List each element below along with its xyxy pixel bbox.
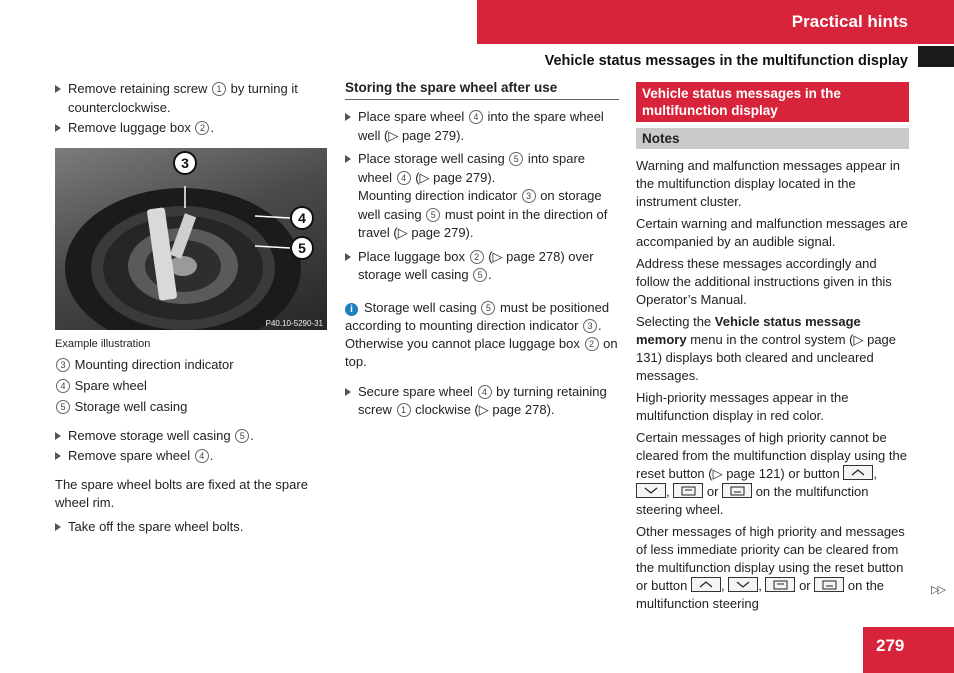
down-button-icon — [728, 577, 758, 592]
info-note: i Storage well casing 5 must be positioned according to mounting direction indicator 3 . Otherwise you cannot place luggage box 2 on top. — [345, 299, 618, 369]
continue-arrows-icon: ▷▷ — [931, 584, 944, 596]
notes-heading: Notes — [636, 128, 909, 149]
page-forward-button-icon — [814, 577, 844, 592]
step-remove-spare-wheel: Remove spare wheel 4 . — [55, 447, 327, 466]
callout-4 — [291, 207, 313, 229]
page-back-button-icon — [765, 577, 795, 592]
paragraph: Selecting the Vehicle status message memory menu in the control system (▷ page 131) displays both cleared and uncleared messages. — [636, 314, 897, 383]
subsection-title: Vehicle status messages in the multifunction display — [544, 53, 908, 69]
step-place-casing: Place storage well casing 5 into spare wheel 4 (▷ page 279). Mounting direction indicator 3 on storage well casing 5 must point in the direction of travel (▷ page 279). — [345, 150, 619, 243]
paragraph: Warning and malfunction messages appear in the multifunction display located in the instrument cluster. — [636, 158, 900, 209]
paragraph: Other messages of high priority and messages of less immediate priority can be cleared from the multifunction display using the reset button or button , , or on the multifunction steering — [636, 524, 905, 611]
step-secure-wheel: Secure spare wheel 4 by turning retaining screw 1 clockwise (▷ page 278). — [345, 383, 619, 420]
section-title: Practical hints — [791, 12, 908, 31]
step-remove-casing: Remove storage well casing 5 . — [55, 427, 327, 446]
column-right — [636, 82, 909, 613]
step-remove-screw: Remove retaining screw 1 by turning it counterclockwise. — [55, 80, 327, 117]
step-remove-luggage-box: Remove luggage box 2 . — [55, 119, 327, 138]
column-left — [55, 80, 327, 538]
up-button-icon — [691, 577, 721, 592]
page-number: 279 — [876, 636, 905, 655]
paragraph: Address these messages accordingly and follow the additional instructions given in this Operator’s Manual. — [636, 256, 892, 307]
legend-item: 3 Mounting direction indicator — [55, 354, 327, 375]
svg-text:3: 3 — [181, 154, 189, 171]
down-button-icon — [636, 483, 666, 498]
note-bolts: The spare wheel bolts are fixed at the spare wheel rim. — [55, 476, 308, 510]
step-take-off-bolts: Take off the spare wheel bolts. — [55, 518, 327, 537]
image-ref-code: P40.10-5290-31 — [265, 318, 323, 328]
page-number-box — [863, 627, 954, 673]
callout-5 — [291, 237, 313, 259]
legend-item: 5 Storage well casing — [55, 396, 327, 417]
svg-text:4: 4 — [298, 209, 306, 226]
legend-item: 4 Spare wheel — [55, 375, 327, 396]
column-middle — [345, 80, 619, 422]
svg-text:5: 5 — [298, 239, 306, 256]
section-heading: Storing the spare wheel after use — [345, 80, 619, 100]
page-back-button-icon — [673, 483, 703, 498]
page-forward-button-icon — [722, 483, 752, 498]
paragraph: Certain warning and malfunction messages are accompanied by an audible signal. — [636, 216, 908, 249]
image-caption: Example illustration — [55, 337, 151, 350]
step-place-luggage-box: Place luggage box 2 (▷ page 278) over storage well casing 5 . — [345, 248, 619, 285]
thumb-tab — [918, 46, 954, 67]
paragraph: Certain messages of high priority cannot be cleared from the multifunction display using the reset button (▷ page 121) or button , , or on the multifunction steering wheel. — [636, 430, 907, 517]
step-place-wheel: Place spare wheel 4 into the spare wheel well (▷ page 279). — [345, 108, 619, 145]
paragraph: High-priority messages appear in the multifunction display in red color. — [636, 390, 849, 423]
callout-3 — [174, 152, 196, 174]
red-section-heading: Vehicle status messages in the multifunction display — [636, 82, 909, 122]
spare-wheel-illustration — [55, 148, 327, 330]
info-icon: i — [345, 303, 358, 316]
up-button-icon — [843, 465, 873, 480]
